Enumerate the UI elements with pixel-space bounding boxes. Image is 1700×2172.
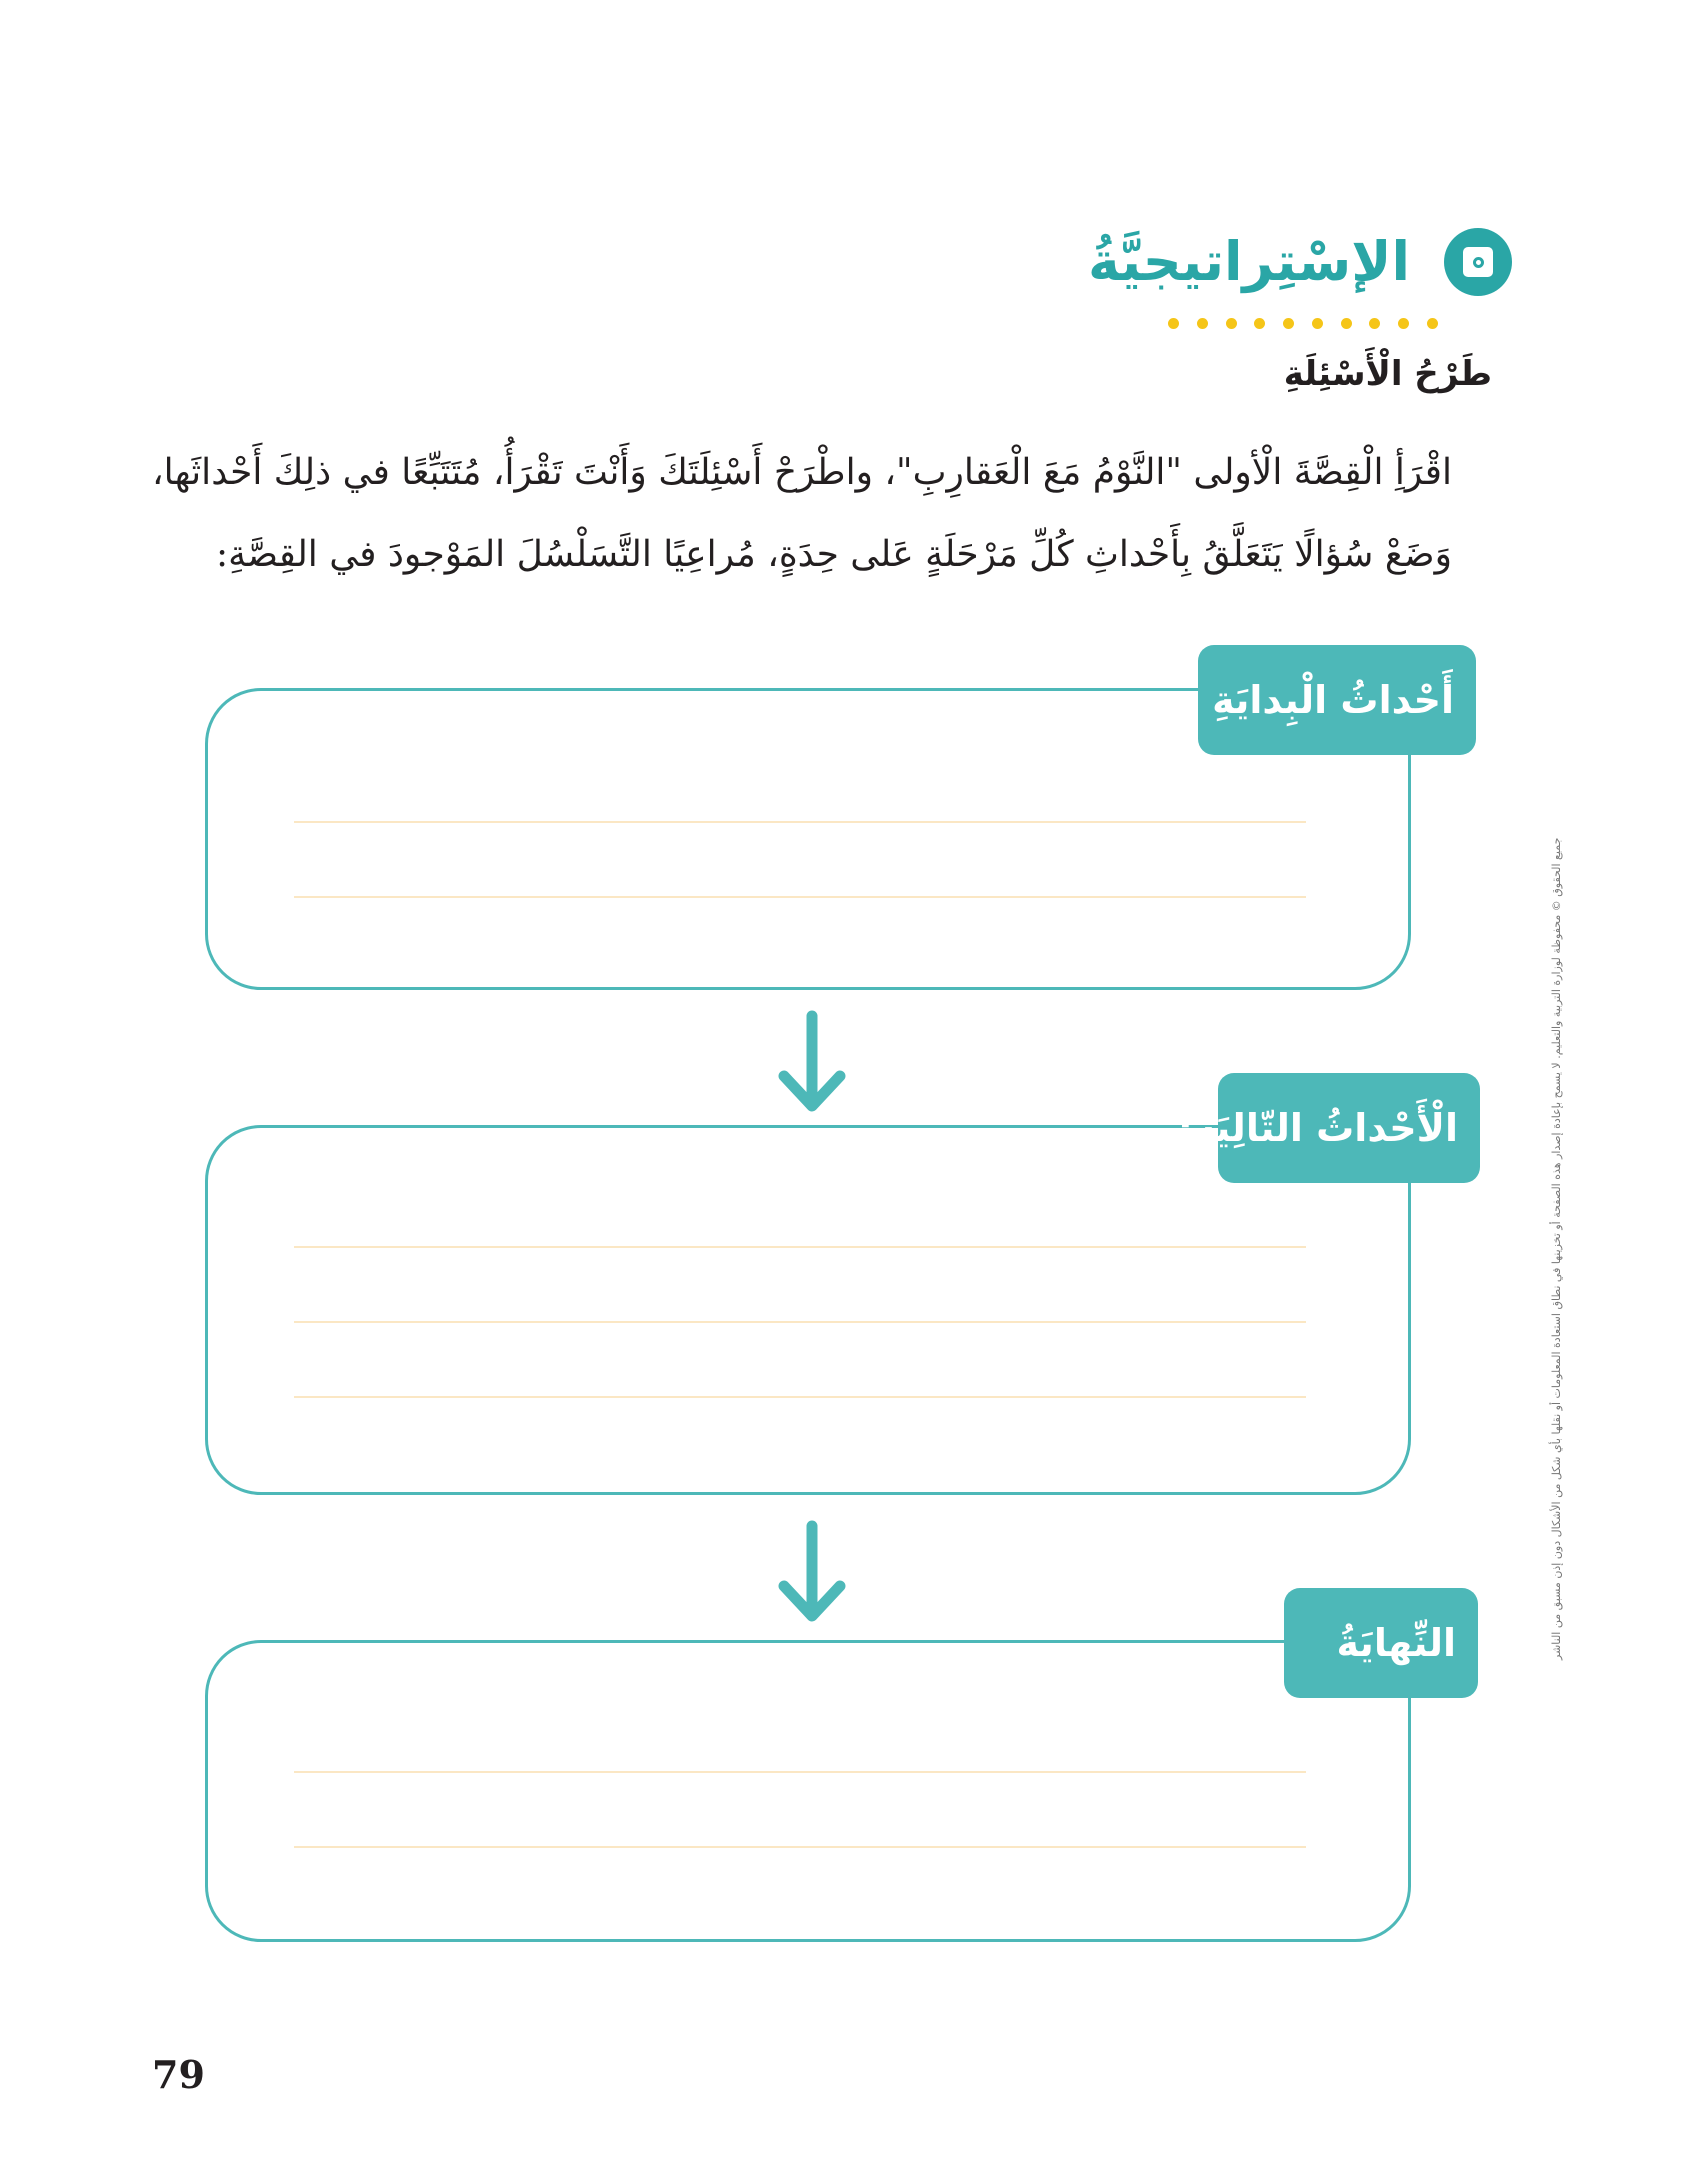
instruction-line-2: وَضَعْ سُؤالًا يَتَعَلَّقُ بِأَحْداثِ كُلِّ مَرْحَلَةٍ عَلى حِدَةٍ، مُراعِيًا التَّسَلْسُلَ المَوْجودَ في القِصَّةِ: (215, 534, 1452, 575)
writing-line[interactable] (294, 1246, 1306, 1248)
writing-line[interactable] (294, 1396, 1306, 1398)
arrow-down-icon (772, 1520, 852, 1630)
writing-line[interactable] (294, 1846, 1306, 1848)
page-number: 79 (152, 2052, 205, 2097)
writing-line[interactable] (294, 1321, 1306, 1323)
writing-line[interactable] (294, 1771, 1306, 1773)
writing-line[interactable] (294, 821, 1306, 823)
strategy-icon (1444, 228, 1512, 296)
strategy-name: طَرْحُ الْأَسْئِلَةِ (1283, 354, 1492, 394)
ending-label: النِّهايَةُ (1284, 1588, 1478, 1698)
following-events-label: الْأَحْداثُ التّالِيَةُ: (1218, 1073, 1480, 1183)
beginning-events-label: أَحْداثُ الْبِدايَةِ (1198, 645, 1476, 755)
strategy-title: الإسْتِراتيجيَّةُ (1088, 230, 1410, 293)
writing-line[interactable] (294, 896, 1306, 898)
instruction-line-1: اقْرَأِ الْقِصَّةَ الْأولى "النَّوْمُ مَعَ الْعَقارِبِ"، واطْرَحْ أَسْئِلَتَكَ وَأَنْتَ تَقْرَأُ، مُتَتَبِّعًا في ذلِكَ أَحْداثَها، (151, 452, 1452, 493)
arrow-down-icon (772, 1010, 852, 1120)
title-dots-divider (1168, 318, 1438, 330)
copyright-note: جميع الحقوق © محفوظة لوزارة التربية والتعليم. لا يسمح بإعادة إصدار هذه الصفحة أو تخزينها في نطاق استعادة المعلومات أو نقلها بأي شكل من الأشكال دون إذن مسبق من الناشر (1550, 837, 1563, 1660)
ending-box (205, 1640, 1411, 1942)
